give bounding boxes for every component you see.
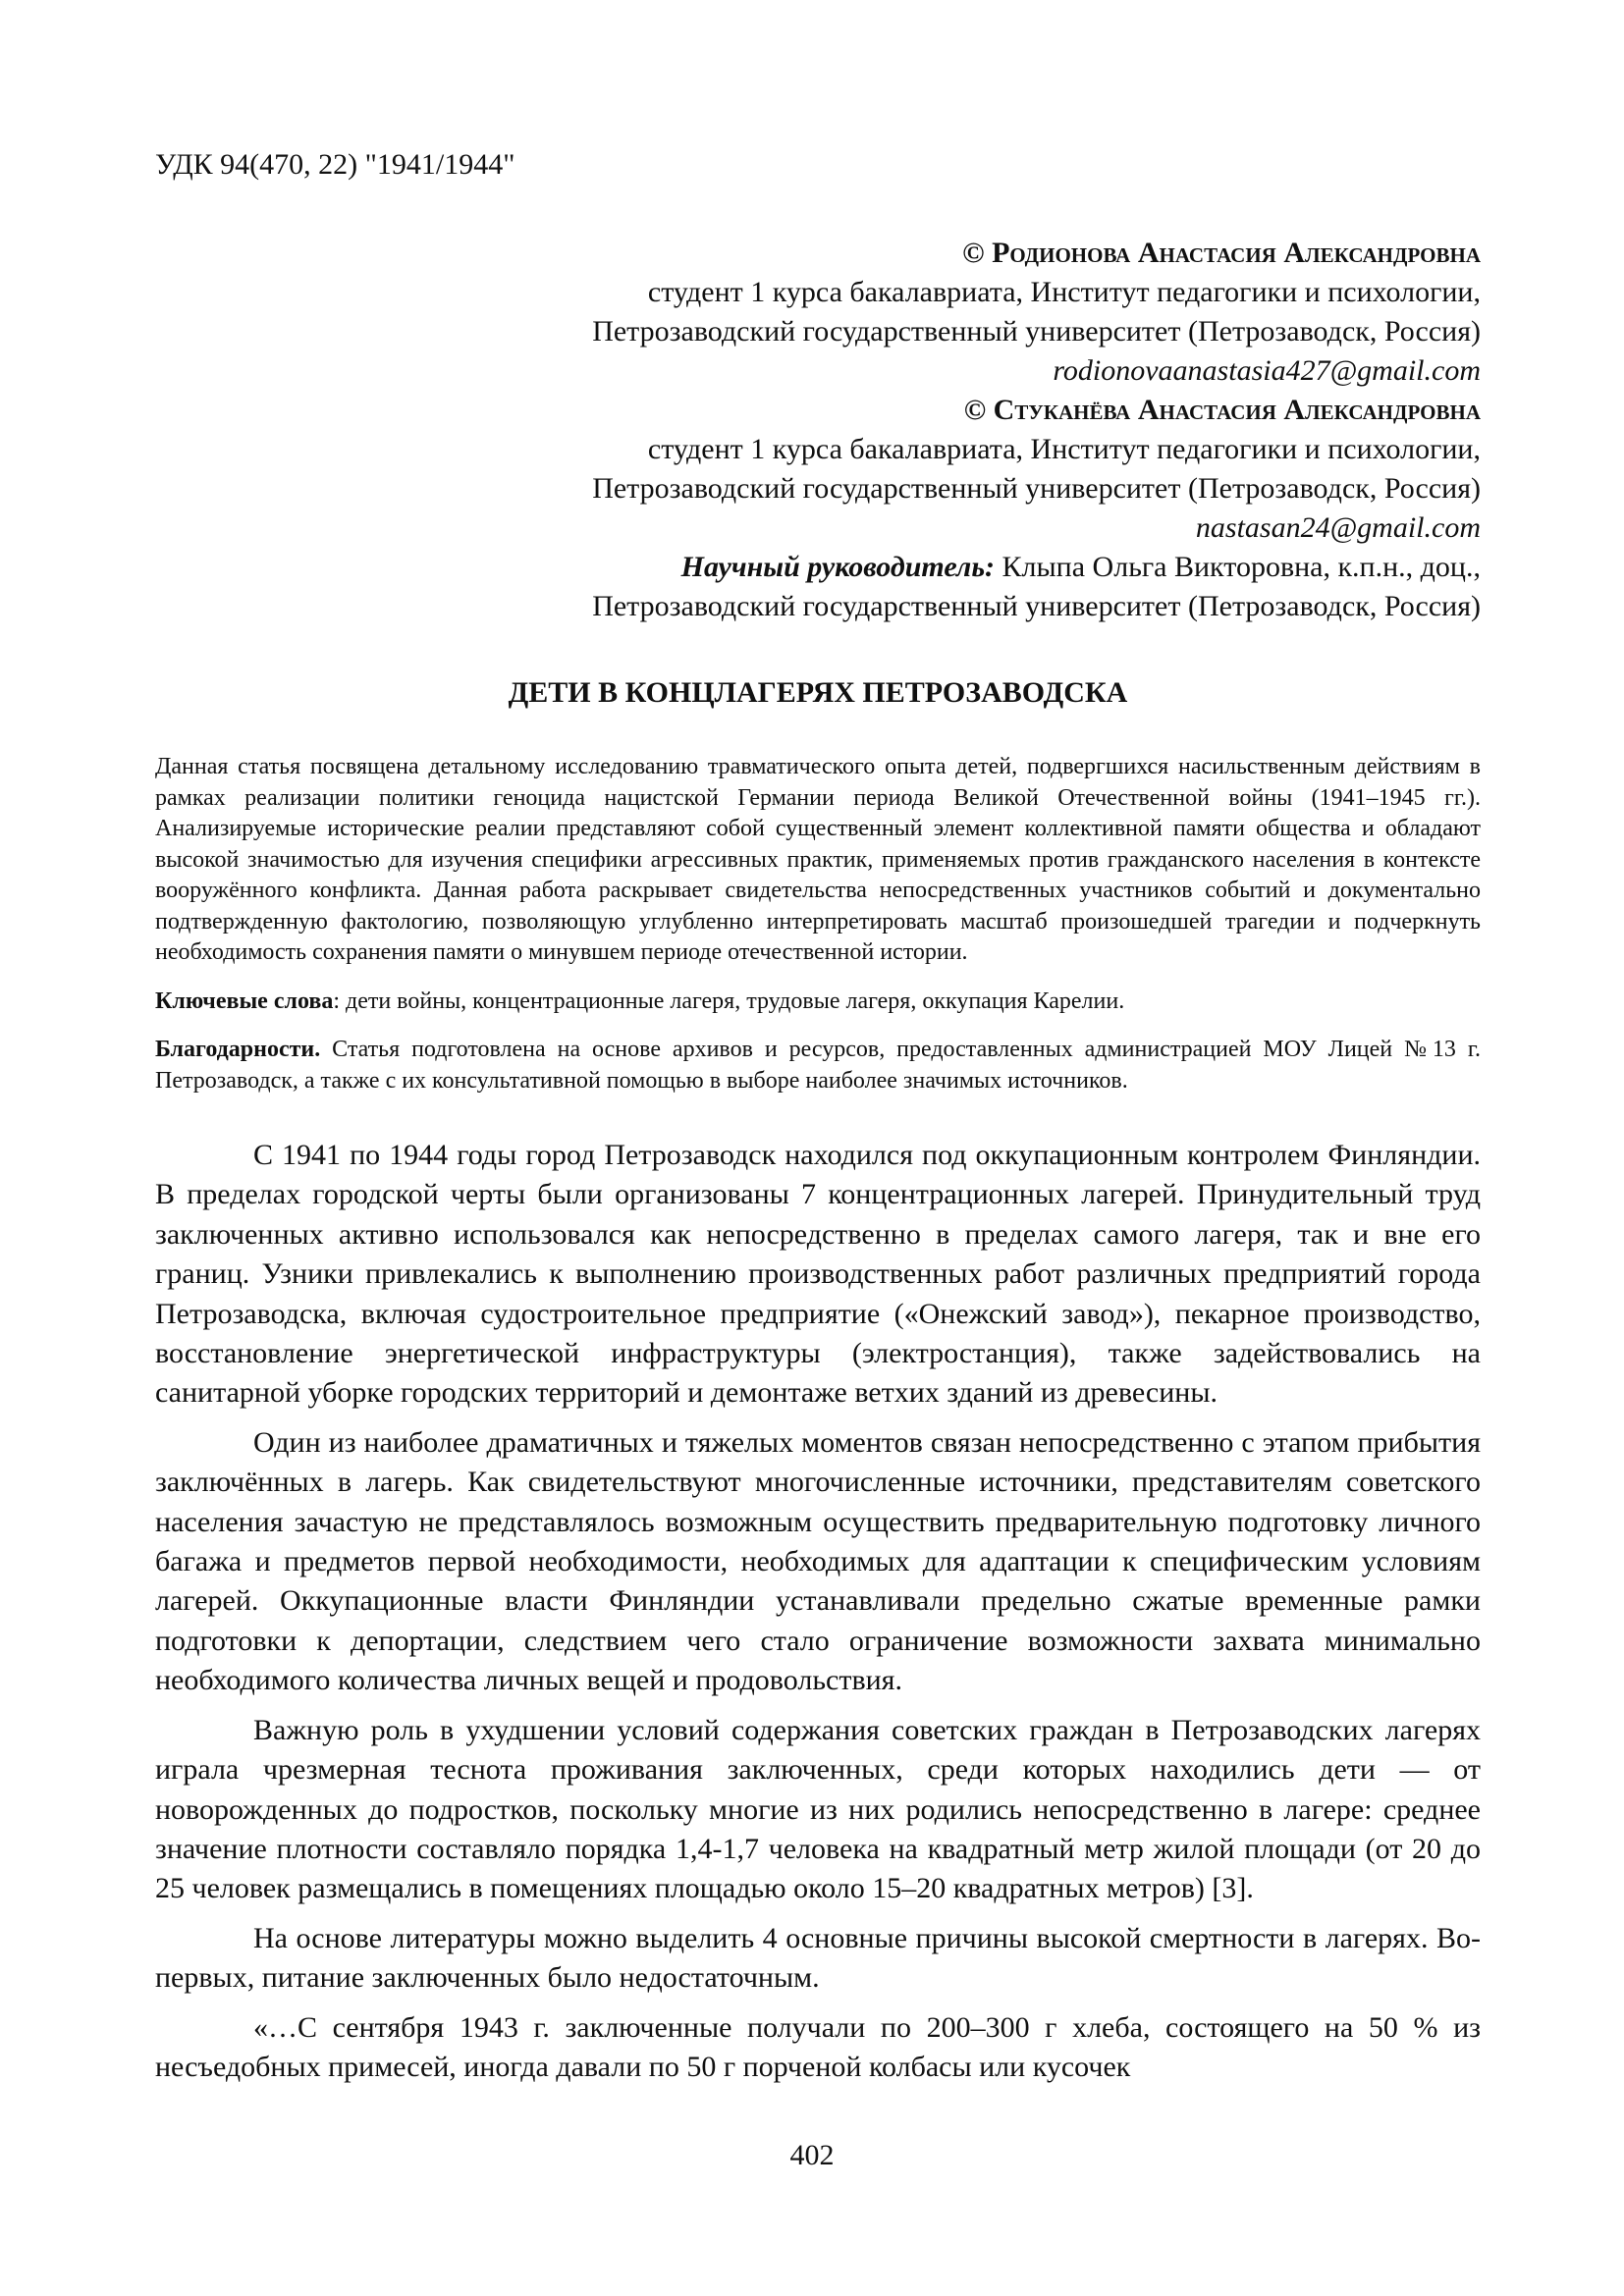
author-affiliation: Петрозаводский государственный университет (Петрозаводск, Россия) [592, 472, 1481, 505]
supervisor-label: Научный руководитель: [680, 551, 996, 583]
author-name: © Родионова Анастасия Александровна [962, 237, 1481, 269]
author-email[interactable]: rodionovaanastasia427@gmail.com [1053, 354, 1481, 387]
author-block [155, 234, 1481, 626]
author-affiliation: Петрозаводский государственный университет (Петрозаводск, Россия) [592, 315, 1481, 347]
keywords [155, 987, 1481, 1018]
udk-code: УДК 94(470, 22) "1941/1944" [155, 148, 515, 181]
keywords-text: : дети войны, концентрационные лагеря, трудовые лагеря, оккупация Карелии. [333, 988, 1125, 1014]
supervisor-name: Клыпа Ольга Викторовна, к.п.н., доц., [995, 551, 1481, 583]
article-title: ДЕТИ В КОНЦЛАГЕРЯХ ПЕТРОЗАВОДСКА [508, 676, 1128, 709]
supervisor-affiliation: Петрозаводский государственный университет (Петрозаводск, Россия) [592, 590, 1481, 622]
page-number: 402 [789, 2139, 835, 2171]
author-affiliation: студент 1 курса бакалавриата, Институт педагогики и психологии, [647, 276, 1481, 308]
author-email[interactable]: nastasan24@gmail.com [1195, 511, 1481, 544]
body-paragraph: С 1941 по 1944 годы город Петрозаводск находился под оккупационным контролем Финляндии. В пределах городской черты были организованы 7 концентрационных лагерей. Принудительный труд заключенных активно использовался как непосредственно в пределах самого лагеря, так и вне его границ. Узники привлекались к выполнению производственных работ различных предприятий города Петрозаводска, включая судостроительное предприятие («Онежский завод»), пекарное производство, восстановление энергетической инфраструктуры (электростанция), также задействовались на санитарной уборке городских территорий и демонтаже ветхих зданий из древесины. [155, 1139, 1481, 1410]
author-name: © Стуканёва Анастасия Александровна [963, 394, 1481, 426]
body-paragraph: Один из наиболее драматичных и тяжелых моментов связан непосредственно с этапом прибытия заключённых в лагерь. Как свидетельствуют многочисленные источники, представителям советского населения зачастую не представлялось возможным осуществить предварительную подготовку личного багажа и предметов первой необходимости, необходимых для адаптации к специфическим условиям лагерей. Оккупационные власти Финляндии устанавливали предельно сжатые временные рамки подготовки к депортации, следствием чего стало ограничение возможности захвата минимально необходимого количества личных вещей и продовольствия. [155, 1425, 1481, 1697]
abstract: Данная статья посвящена детальному исследованию травматического опыта детей, подвергшихся насильственным действиям в рамках реализации политики геноцида нацистской Германии периода Великой Отечественной войны (1941–1945 гг.). Анализируемые исторические реалии представляют собой существенный элемент коллективной памяти общества и обладают высокой значимостью для изучения специфики агрессивных практик, применяемых против гражданского населения в контексте вооружённого конфликта. Данная работа раскрывает свидетельства непосредственных участников событий и документально подтвержденную фактологию, позволяющую углубленно интерпретировать масштаб произошедшей трагедии и подчеркнуть необходимость сохранения памяти о минувшем периоде отечественной истории. [155, 754, 1481, 965]
acknowledgments-text: Статья подготовлена на основе архивов и ресурсов, предоставленных администрацией МОУ Лицей №13 г. Петрозаводск, а также с их консультативной помощью в выборе наиболее значимых источников. [155, 1037, 1481, 1094]
keywords-label: Ключевые слова [155, 988, 334, 1014]
author-affiliation: студент 1 курса бакалавриата, Институт педагогики и психологии, [647, 433, 1481, 465]
acknowledgments [155, 1035, 1481, 1096]
supervisor-line [155, 548, 1481, 587]
article-page [155, 147, 1481, 2097]
body-paragraph: На основе литературы можно выделить 4 основные причины высокой смертности в лагерях. Во-первых, питание заключенных было недостаточным. [155, 1921, 1481, 1995]
acknowledgments-label: Благодарности. [155, 1037, 321, 1062]
article-body [155, 1136, 1481, 2087]
body-paragraph: «…С сентября 1943 г. заключенные получали по 200–300 г хлеба, состоящего на 50 % из несъедобных примесей, иногда давали по 50 г порченой колбасы или кусочек [155, 2010, 1481, 2083]
body-paragraph: Важную роль в ухудшении условий содержания советских граждан в Петрозаводских лагерях играла чрезмерная теснота проживания заключенных, среди которых находились дети — от новорожденных до подростков, поскольку многие из них родились непосредственно в лагере: среднее значение плотности составляло порядка 1,4-1,7 человека на квадратный метр жилой площади (от 20 до 25 человек размещались в помещениях площадью около 15–20 квадратных метров) [3]. [155, 1713, 1481, 1905]
